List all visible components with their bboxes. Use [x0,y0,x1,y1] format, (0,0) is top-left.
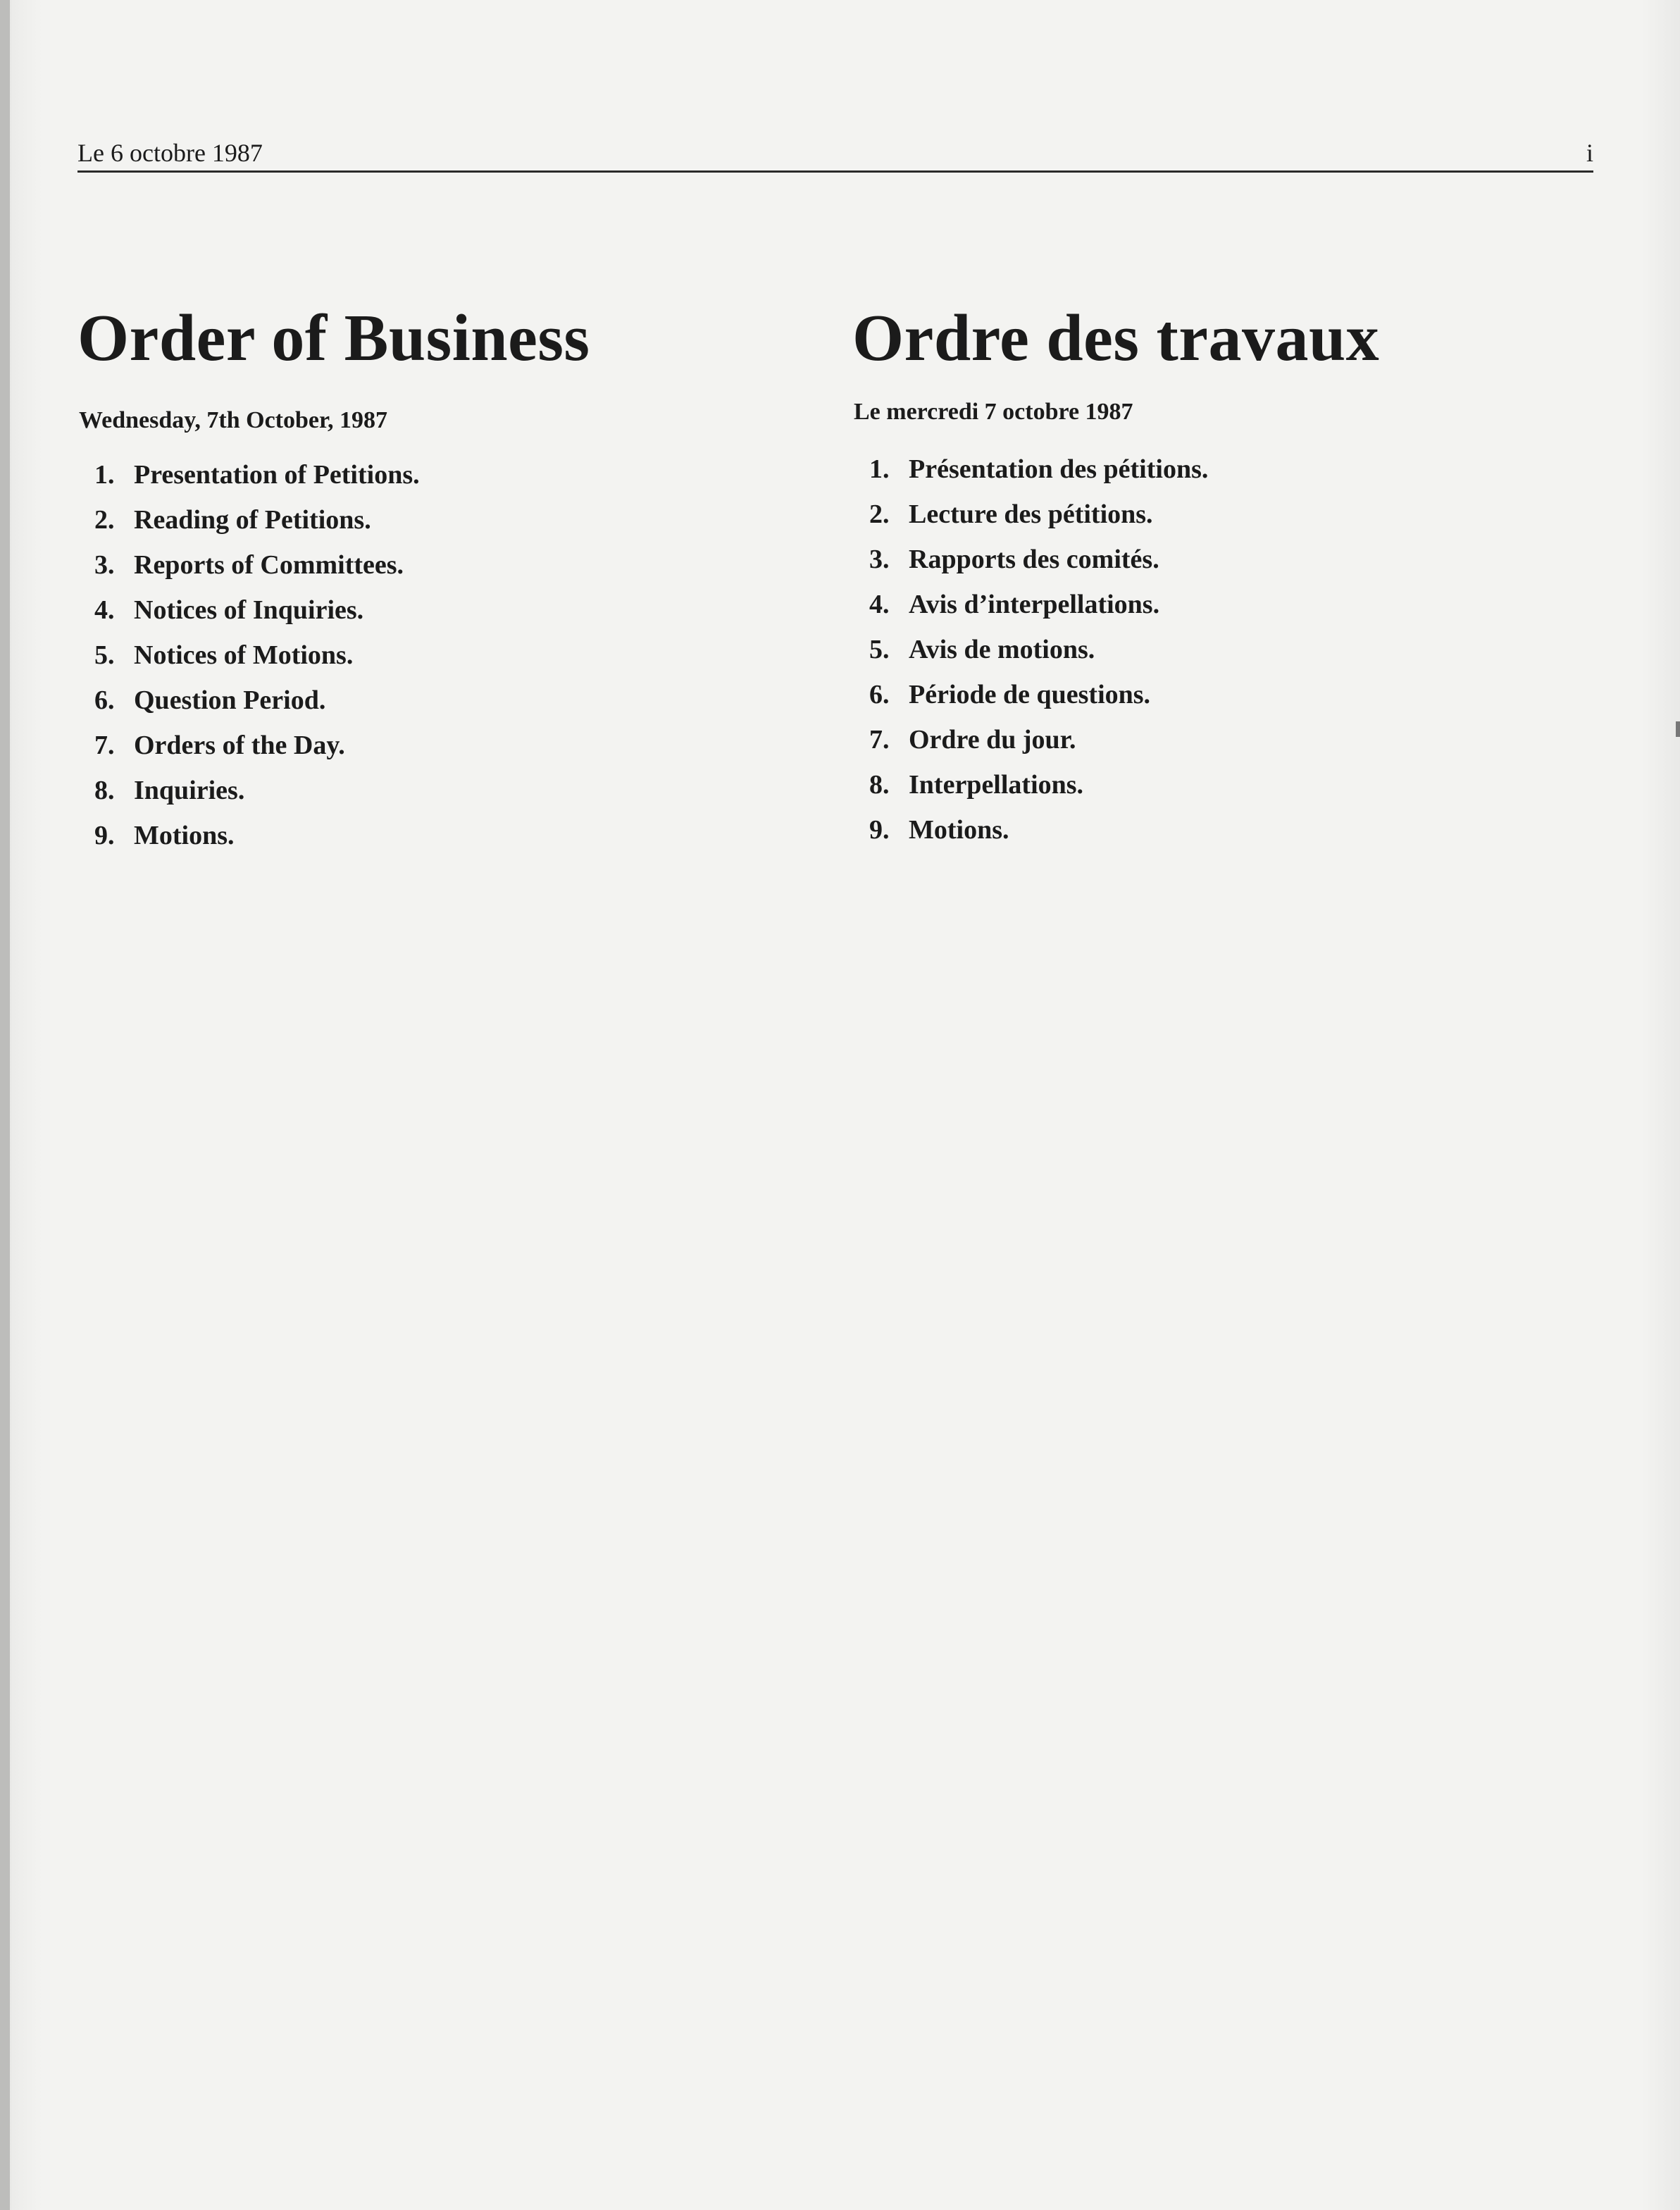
list-item [94,588,420,633]
list-item [869,717,1208,762]
item-label: Reports of Committees. [134,550,404,580]
item-label: Notices of Inquiries. [134,595,364,625]
item-number: 9. [94,821,115,850]
list-item [94,452,420,497]
list-item [869,582,1208,627]
list-item [869,807,1208,852]
english-column [77,302,817,850]
item-number: 5. [94,640,115,670]
item-label: Présentation des pétitions. [909,454,1209,484]
list-item [869,672,1208,717]
item-number: 5. [869,635,890,664]
item-label: Orders of the Day. [134,731,345,760]
item-label: Avis d’interpellations. [909,590,1160,619]
item-label: Interpellations. [909,770,1084,800]
list-item [94,678,420,723]
french-order-list [869,447,1208,852]
list-item [869,447,1208,492]
item-number: 4. [869,590,890,619]
list-item [869,627,1208,672]
item-label: Presentation of Petitions. [134,460,420,490]
list-item [94,542,420,588]
french-date: Le mercredi 7 octobre 1987 [854,399,1133,425]
item-label: Période de questions. [909,680,1151,709]
list-item [94,633,420,678]
french-title: Ordre des travaux [852,302,1380,375]
item-number: 1. [94,460,115,490]
item-label: Inquiries. [134,776,245,805]
item-number: 4. [94,595,115,625]
item-number: 1. [869,454,890,484]
page-number: i [1586,139,1593,167]
item-label: Question Period. [134,685,326,715]
item-label: Ordre du jour. [909,725,1076,755]
english-date: Wednesday, 7th October, 1987 [79,407,387,433]
english-title: Order of Business [77,302,590,375]
item-label: Notices of Motions. [134,640,354,670]
header-date: Le 6 octobre 1987 [77,139,263,167]
item-number: 8. [869,770,890,800]
list-item [94,723,420,768]
item-number: 9. [869,815,890,845]
item-number: 3. [94,550,115,580]
item-number: 6. [869,680,890,709]
item-label: Motions. [909,815,1009,845]
page-gutter-shadow [0,0,10,2210]
item-label: Rapports des comités. [909,545,1159,574]
item-number: 8. [94,776,115,805]
item-number: 2. [869,499,890,529]
list-item [94,813,420,858]
list-item [869,762,1208,807]
list-item [869,537,1208,582]
item-label: Avis de motions. [909,635,1095,664]
list-item [94,497,420,542]
list-item [869,492,1208,537]
item-label: Reading of Petitions. [134,505,371,535]
item-number: 7. [94,731,115,760]
item-number: 2. [94,505,115,535]
running-header [77,139,1593,173]
item-number: 6. [94,685,115,715]
list-item [94,768,420,813]
english-order-list [94,452,420,858]
item-label: Motions. [134,821,235,850]
item-label: Lecture des pétitions. [909,499,1153,529]
item-number: 3. [869,545,890,574]
french-column [852,302,1599,845]
item-number: 7. [869,725,890,755]
scan-edge-mark [1676,721,1680,737]
